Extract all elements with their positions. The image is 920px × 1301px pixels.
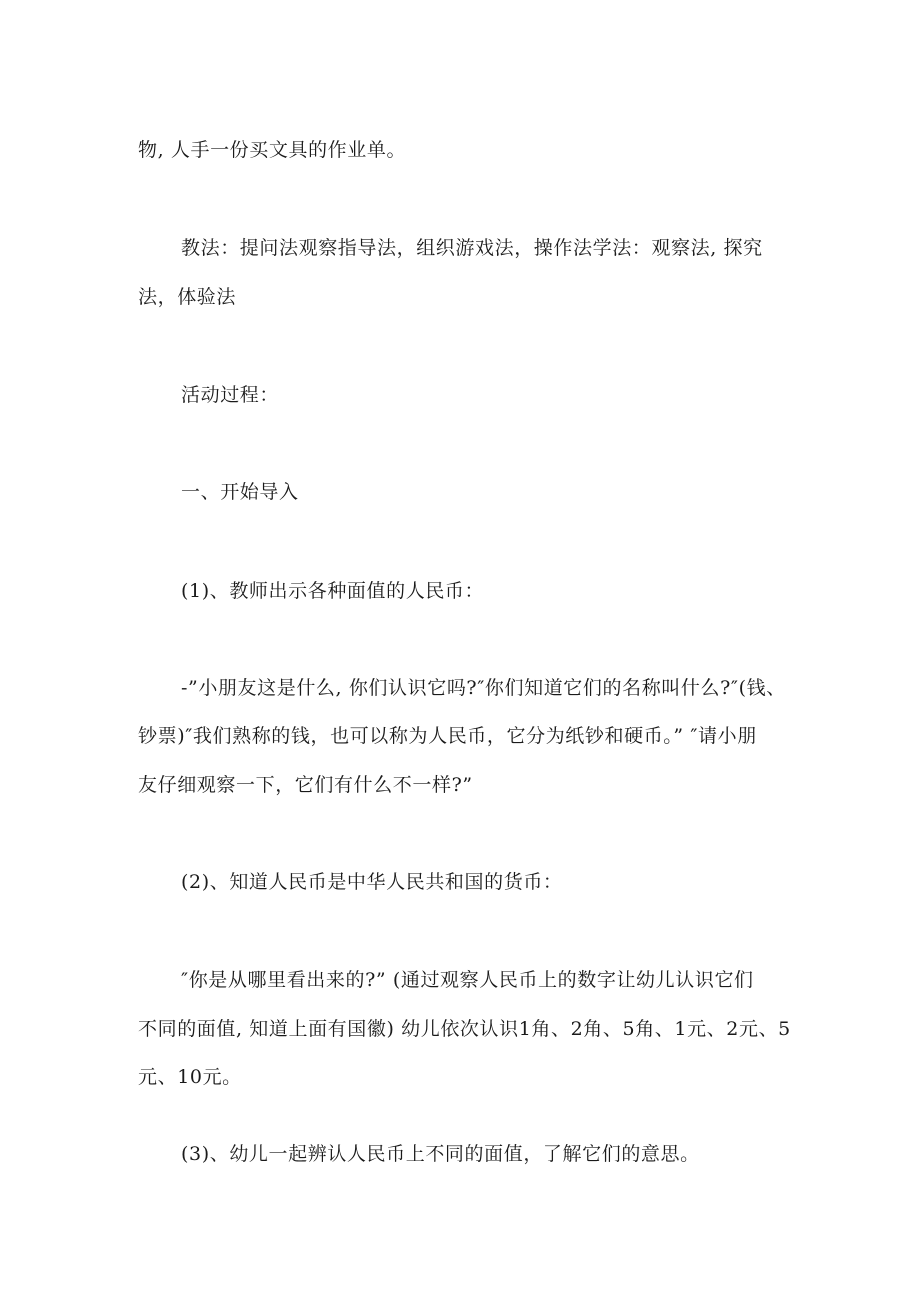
text-line-methods: 教法：提问法观察指导法，组织游戏法，操作法学法：观察法, 探究: [181, 237, 763, 259]
text-line-dialogue-1: -”小朋友这是什么, 你们认识它吗?″你们知道它们的名称叫什么?″(钱、: [181, 677, 786, 699]
text-line-step-1: (1)、教师出示各种面值的人民币：: [181, 580, 485, 602]
text-line-step-3: (3)、幼儿一起辨认人民币上不同的面值，了解它们的意思。: [181, 1143, 700, 1165]
text-line-process-heading: 活动过程：: [181, 384, 280, 406]
text-line-observe-3: 元、10元。: [138, 1066, 242, 1088]
text-line-methods-cont: 法，体验法: [138, 286, 237, 308]
text-line-materials-end: 物, 人手一份买文具的作业单。: [138, 139, 407, 161]
text-line-step-2: (2)、知道人民币是中华人民共和国的货币：: [181, 871, 563, 893]
text-line-observe-1: ″你是从哪里看出来的?” (通过观察人民币上的数字让幼儿认识它们: [181, 969, 754, 991]
text-line-dialogue-3: 友仔细观察一下，它们有什么不一样?”: [138, 774, 473, 796]
text-line-observe-2: 不同的面值, 知道上面有国徽) 幼儿依次认识1角、2角、5角、1元、2元、5: [138, 1018, 791, 1040]
text-line-dialogue-2: 钞票)″我们熟称的钱，也可以称为人民币，它分为纸钞和硬币。” ″请小朋: [138, 725, 757, 747]
text-line-section-one: 一、开始导入: [181, 481, 299, 503]
